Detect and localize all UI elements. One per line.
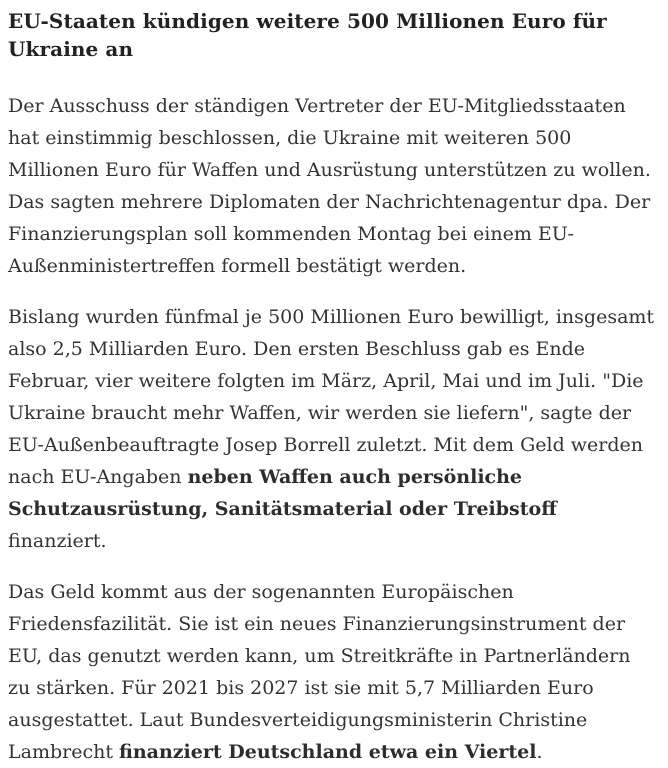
article-paragraph <box>8 301 658 557</box>
text-run: Bislang wurden fünfmal je 500 Millionen Euro bewilligt, insgesamt also 2,5 Milliarden Euro. Den ersten Beschluss gab es Ende Februar, vier weitere folgten im März, April, Mai und im Juli. "Die Ukraine braucht mehr Waffen, wir werden sie liefern", sagte der EU-Außenbeauftragte Josep Borrell zuletzt. Mit dem Geld werden nach EU-Angaben <box>8 306 655 488</box>
text-run: . <box>536 741 543 763</box>
bold-text-run: finanziert Deutschland etwa ein Viertel <box>119 741 537 763</box>
text-run: Der Ausschuss der ständigen Vertreter der EU-Mitgliedsstaaten hat einstimmig beschlossen, die Ukraine mit weiteren 500 Millionen Euro für Waffen und Ausrüstung unterstützen zu wollen. Das sagten mehrere Diplomaten der Nachrichtenagentur dpa. Der Finanzierungsplan soll kommenden Montag bei einem EU-Außenministertreffen formell bestätigt werden. <box>8 95 651 277</box>
text-run: Das Geld kommt aus der sogenannten Europäischen Friedensfazilität. Sie ist ein neues Finanzierungsinstrument der EU, das genutzt werden kann, um Streitkräfte in Partnerländern zu stärken. Für 2021 bis 2027 ist sie mit 5,7 Milliarden Euro ausgestattet. Laut Bundesverteidigungsministerin Christine Lambrecht <box>8 581 631 763</box>
article-body <box>8 90 658 768</box>
text-run: finanziert. <box>8 530 107 552</box>
bold-text-run: neben Waffen auch persönliche Schutzausrüstung, Sanitätsmaterial oder Treibstoff <box>8 466 557 520</box>
article-paragraph <box>8 90 658 282</box>
article-paragraph <box>8 576 658 768</box>
article-headline: EU-Staaten kündigen weitere 500 Millionen Euro für Ukraine an <box>8 9 607 61</box>
